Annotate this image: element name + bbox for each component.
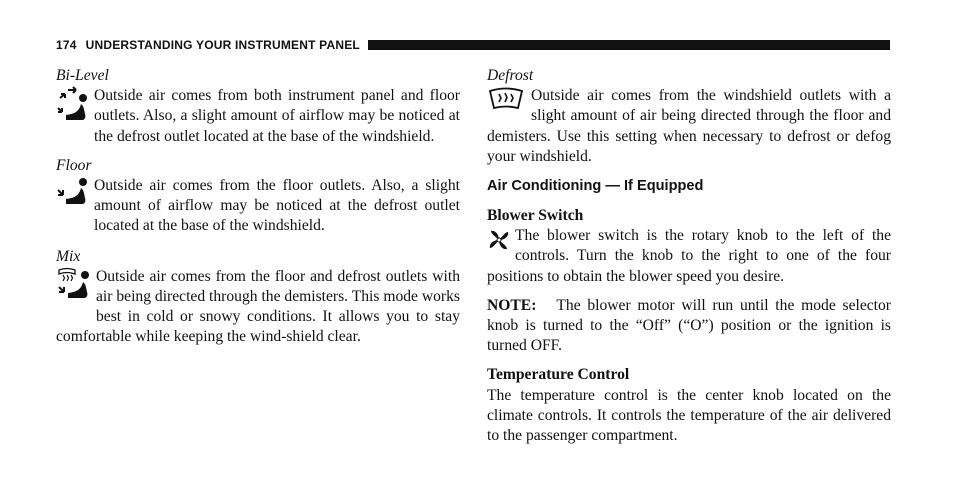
temperature-control-title: Temperature Control xyxy=(487,366,630,384)
bi-level-vent-icon xyxy=(56,86,90,130)
temperature-control-text: The temperature control is the center knob located on the climate controls. It controls the temperature of the air delivered to the passenger compartment. xyxy=(487,386,891,445)
blower-switch-title: Blower Switch xyxy=(487,207,584,225)
note-text: The blower motor will run until the mode selector knob is turned to the “Off” (“O”) position or the ignition is turned OFF. xyxy=(487,296,891,355)
floor-section xyxy=(56,156,460,237)
defrost-title: Defrost xyxy=(487,67,534,84)
bi-level-paragraph xyxy=(56,86,460,147)
mix-paragraph xyxy=(56,267,460,348)
bi-level-title: Bi-Level xyxy=(56,67,109,84)
temperature-control-section xyxy=(487,365,891,446)
section-title: UNDERSTANDING YOUR INSTRUMENT PANEL xyxy=(85,38,360,52)
mix-section xyxy=(56,247,460,348)
defrost-text: Outside air comes from the windshield outlets with a slight amount of air being directed through the floor and demisters. Use this setting when necessary to defrost or defog your windshield. xyxy=(487,87,891,165)
defrost-section xyxy=(487,66,891,167)
blower-switch-text: The blower switch is the rotary knob to the left of the controls. Turn the knob to the right to one of the four positions to obtain the blower speed you desire. xyxy=(487,227,891,285)
header-rule xyxy=(368,40,890,50)
floor-text: Outside air comes from the floor outlets. Also, a slight amount of airflow may be noticed at the defrost outlet located at the base of the windshield. xyxy=(94,177,460,235)
note-label: NOTE: xyxy=(487,296,537,314)
defrost-icon xyxy=(487,86,527,122)
mix-text: Outside air comes from the floor and defrost outlets with air being directed through the demisters. This mode works best in cold or snowy conditions. It allows you to stay comfortable while keeping the wind-shield clear. xyxy=(56,267,460,346)
blower-switch-paragraph xyxy=(487,226,891,287)
bi-level-text: Outside air comes from both instrument panel and floor outlets. Also, a slight amount of airflow may be noticed at the defrost outlet located at the base of the windshield. xyxy=(94,87,460,145)
page-header xyxy=(56,38,890,52)
note-paragraph xyxy=(487,296,891,357)
floor-paragraph xyxy=(56,176,460,237)
page-number: 174 xyxy=(56,38,77,52)
defrost-paragraph xyxy=(487,86,891,167)
mix-title: Mix xyxy=(56,247,81,265)
mix-vent-icon xyxy=(56,267,92,313)
bi-level-section xyxy=(56,66,460,147)
fan-icon xyxy=(487,228,511,258)
air-conditioning-heading: Air Conditioning — If Equipped xyxy=(487,178,704,195)
floor-title: Floor xyxy=(56,156,92,174)
blower-switch-section xyxy=(487,206,891,287)
right-column xyxy=(487,66,891,446)
floor-vent-icon xyxy=(56,176,90,218)
left-column xyxy=(56,66,460,348)
